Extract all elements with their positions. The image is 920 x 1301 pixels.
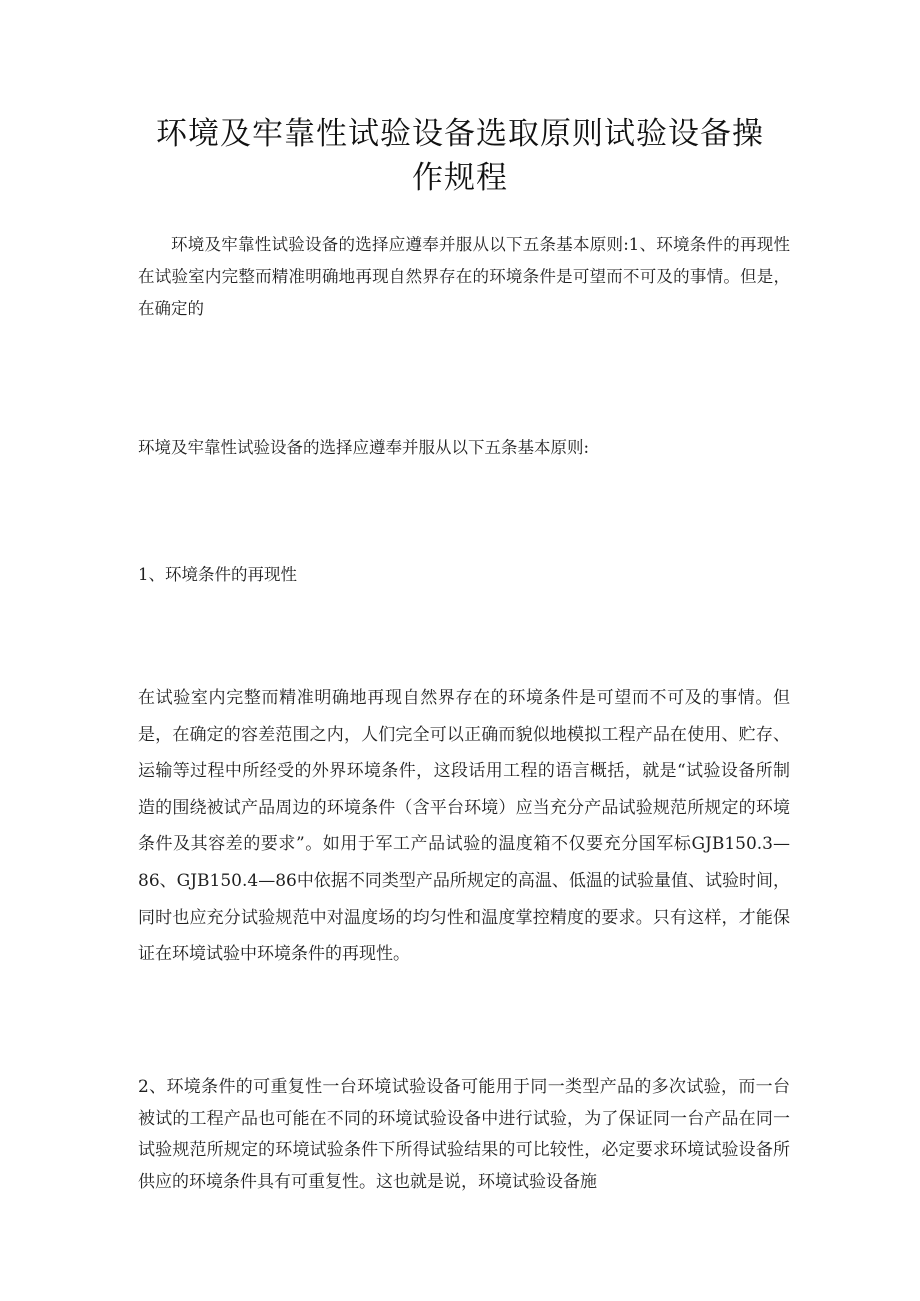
title-line-2: 作规程 — [412, 160, 508, 196]
section-1-heading: 1、环境条件的再现性 — [138, 565, 297, 584]
document-title — [120, 112, 800, 200]
title-line-1: 环境及牢靠性试验设备选取原则试验设备操 — [156, 116, 764, 152]
principles-line: 环境及牢靠性试验设备的选择应遵奉并服从以下五条基本原则: — [138, 438, 590, 457]
section-2-body: 2、环境条件的可重复性一台环境试验设备可能用于同一类型产品的多次试验，而一台被试的工程产品也可能在不同的环境试验设备中进行试验，为了保证同一台产品在同一试验规范所规定的环境试验条件下所得试验结果的可比较性，必定要求环境试验设备所供应的环境条件具有可重复性。这也就是说，环境试验设备施 — [138, 1077, 790, 1192]
section-1-body: 在试验室内完整而精准明确地再现自然界存在的环境条件是可望而不可及的事情。但是，在确定的容差范围之内，人们完全可以正确而貌似地模拟工程产品在使用、贮存、运输等过程中所经受的外界环境条件，这段话用工程的语言概括，就是“试验设备所制造的围绕被试产品周边的环境条件（含平台环境）应当充分产品试验规范所规定的环境条件及其容差的要求”。如用于军工产品试验的温度箱不仅要充分国军标GJB150.3—86、GJB150.4—86中依据不同类型产品所规定的高温、低温的试验量值、试验时间，同时也应充分试验规范中对温度场的均匀性和温度掌控精度的要求。只有这样，才能保证在环境试验中环境条件的再现性。 — [138, 688, 790, 965]
intro-paragraph: 环境及牢靠性试验设备的选择应遵奉并服从以下五条基本原则:1、环境条件的再现性在试验室内完整而精准明确地再现自然界存在的环境条件是可望而不可及的事情。但是，在确定的 — [138, 235, 790, 318]
